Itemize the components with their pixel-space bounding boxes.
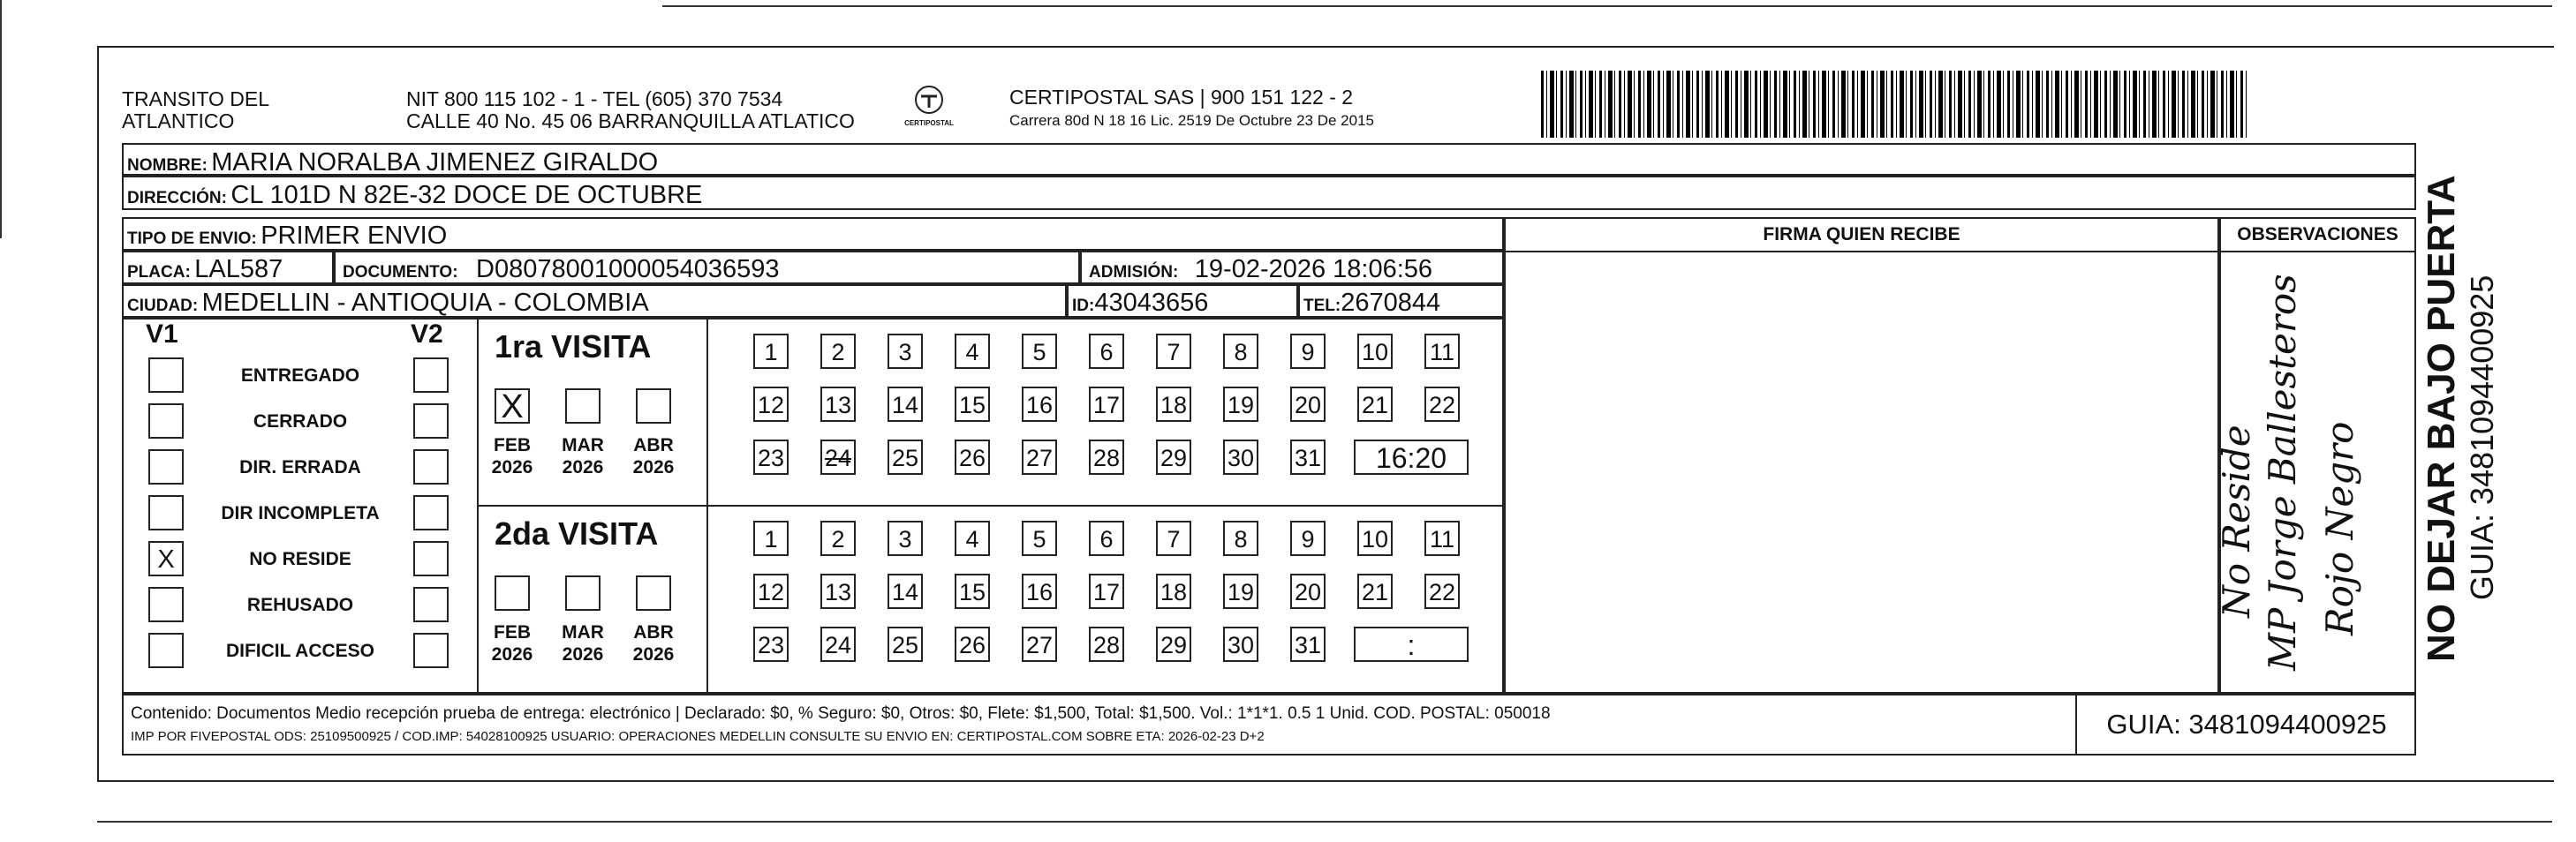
day-box: 25 — [888, 440, 923, 475]
day-box: 17 — [1089, 574, 1124, 609]
id-value: 43043656 — [1094, 289, 1209, 317]
direccion-value: CL 101D N 82E-32 DOCE DE OCTUBRE — [230, 181, 703, 209]
status-option-label: ENTREGADO — [240, 365, 360, 386]
v1-checkbox — [148, 357, 184, 393]
logo-text: CERTIPOSTAL — [904, 119, 954, 127]
month-label: MAR — [562, 622, 604, 643]
footer-box — [122, 694, 2416, 756]
nit-line2: CALLE 40 No. 45 06 BARRANQUILLA ATLATICO — [406, 109, 855, 132]
day-box: 12 — [753, 387, 789, 422]
v2-checkbox — [413, 357, 449, 393]
sender-line2: ATLANTICO — [122, 109, 235, 132]
placa-label: PLACA: — [127, 263, 191, 282]
time-box: : — [1354, 627, 1469, 662]
day-box: 1 — [753, 334, 789, 369]
id-cell — [1067, 284, 1298, 318]
handwriting-line1: No Reside — [2215, 425, 2258, 618]
day-box: 24 — [820, 627, 856, 662]
v2-checkbox — [413, 587, 449, 622]
day-box: 19 — [1223, 574, 1258, 609]
month-year: 2026 — [562, 457, 604, 477]
id-label: ID: — [1072, 297, 1095, 315]
month-label: FEB — [494, 435, 531, 455]
v2-label: V2 — [411, 320, 443, 349]
scan-edge-left — [0, 0, 2, 238]
sender-line1: TRANSITO DEL — [122, 87, 269, 110]
month-year: 2026 — [632, 644, 675, 665]
documento-value: D08078001000054036593 — [476, 255, 780, 283]
company-info — [1009, 86, 1374, 130]
month-checkbox: X — [495, 388, 530, 424]
side-guia: GUIA: 3481094400925 — [2464, 274, 2500, 600]
month-year: 2026 — [491, 457, 533, 477]
v1-checkbox — [148, 449, 184, 485]
day-box: 4 — [955, 521, 990, 556]
day-box: 5 — [1022, 521, 1057, 556]
ciudad-label: CIUDAD: — [127, 297, 199, 315]
handwriting-line2: MP Jorge Ballesteros — [2261, 274, 2304, 671]
day-box: 11 — [1424, 334, 1460, 369]
time-box: 16:20 — [1354, 440, 1469, 475]
side-warning: NO DEJAR BAJO PUERTA — [2420, 175, 2463, 662]
firma-label: FIRMA QUIEN RECIBE — [1763, 224, 1960, 244]
day-box: 28 — [1089, 627, 1124, 662]
day-box: 29 — [1156, 627, 1191, 662]
month-label: ABR — [633, 435, 674, 455]
barcode — [1541, 71, 2247, 138]
day-box: 14 — [888, 387, 923, 422]
day-box: 3 — [888, 334, 923, 369]
v2-checkbox — [413, 449, 449, 485]
month-year: 2026 — [632, 457, 675, 477]
day-box: 5 — [1022, 334, 1057, 369]
certipostal-logo — [894, 85, 964, 127]
documento-cell — [334, 251, 1080, 284]
company-line1: CERTIPOSTAL SAS | 900 151 122 - 2 — [1009, 86, 1354, 109]
day-box: 7 — [1156, 334, 1191, 369]
day-box: 25 — [888, 627, 923, 662]
logo-icon — [911, 85, 947, 115]
day-box: 21 — [1357, 387, 1393, 422]
day-box: 16 — [1022, 574, 1057, 609]
day-box: 18 — [1156, 387, 1191, 422]
day-box: 8 — [1223, 521, 1258, 556]
month-label: FEB — [494, 622, 531, 643]
scan-edge-bottom — [97, 821, 2552, 823]
month-year: 2026 — [562, 644, 604, 665]
day-box: 21 — [1357, 574, 1393, 609]
day-box: 22 — [1424, 574, 1460, 609]
day-box: 16 — [1022, 387, 1057, 422]
day-box: 28 — [1089, 440, 1124, 475]
observaciones-label: OBSERVACIONES — [2237, 224, 2398, 244]
day-box: 8 — [1223, 334, 1258, 369]
direccion-row — [122, 176, 2416, 210]
day-box: 12 — [753, 574, 789, 609]
day-box: 26 — [955, 627, 990, 662]
day-box: 27 — [1022, 627, 1057, 662]
day-box: 2 — [820, 334, 856, 369]
visit1-title: 1ra VISITA — [495, 328, 652, 365]
month-checkbox — [565, 388, 601, 424]
firma-box — [1504, 217, 2219, 694]
admision-label: ADMISIÓN: — [1089, 263, 1179, 282]
day-box: 30 — [1223, 440, 1258, 475]
status-option-label: DIFICIL ACCESO — [225, 641, 374, 661]
day-box: 13 — [820, 574, 856, 609]
month-label: MAR — [562, 435, 604, 455]
day-box: 18 — [1156, 574, 1191, 609]
nombre-row — [122, 143, 2416, 176]
v1-checkbox — [148, 633, 184, 668]
tipo-row — [122, 217, 1504, 251]
divider-h — [477, 505, 1504, 507]
ciudad-value: MEDELLIN - ANTIOQUIA - COLOMBIA — [201, 289, 649, 317]
month-checkbox — [565, 575, 601, 611]
footer-guia: GUIA: 3481094400925 — [2075, 695, 2416, 754]
month-checkbox — [495, 575, 530, 611]
v1-checkbox: X — [148, 541, 184, 576]
day-box: 31 — [1290, 627, 1326, 662]
day-box: 10 — [1357, 334, 1393, 369]
scan-edge-top — [662, 5, 2552, 7]
month-year: 2026 — [491, 644, 533, 665]
v1-checkbox — [148, 495, 184, 530]
tipo-label: TIPO DE ENVIO: — [127, 229, 257, 248]
status-option-label: CERRADO — [253, 411, 348, 432]
day-box: 9 — [1290, 334, 1326, 369]
placa-value: LAL587 — [194, 255, 283, 283]
admision-cell — [1080, 251, 1504, 284]
day-box: 24 — [820, 440, 856, 475]
day-box: 13 — [820, 387, 856, 422]
day-box: 31 — [1290, 440, 1326, 475]
day-box: 14 — [888, 574, 923, 609]
day-box: 26 — [955, 440, 990, 475]
status-option-label: NO RESIDE — [249, 549, 351, 569]
day-box: 2 — [820, 521, 856, 556]
day-box: 20 — [1290, 574, 1326, 609]
tel-value: 2670844 — [1341, 289, 1441, 317]
direccion-label: DIRECCIÓN: — [127, 189, 227, 207]
month-checkbox — [636, 575, 671, 611]
v2-checkbox — [413, 495, 449, 530]
v1-checkbox — [148, 587, 184, 622]
v1-label: V1 — [146, 320, 178, 349]
day-box: 29 — [1156, 440, 1191, 475]
day-box: 11 — [1424, 521, 1460, 556]
day-box: 15 — [955, 387, 990, 422]
sender-name — [122, 88, 269, 132]
day-box: 19 — [1223, 387, 1258, 422]
status-option-label: REHUSADO — [246, 595, 354, 615]
day-box: 27 — [1022, 440, 1057, 475]
day-box: 4 — [955, 334, 990, 369]
day-box: 7 — [1156, 521, 1191, 556]
day-box: 6 — [1089, 334, 1124, 369]
day-box: 1 — [753, 521, 789, 556]
nombre-value: MARIA NORALBA JIMENEZ GIRALDO — [211, 148, 659, 177]
day-box: 20 — [1290, 387, 1326, 422]
handwriting-line3: Rojo Negro — [2318, 421, 2361, 635]
sender-nit — [406, 88, 855, 132]
tipo-value: PRIMER ENVIO — [261, 222, 448, 250]
visit2-title: 2da VISITA — [495, 515, 659, 552]
day-box: 15 — [955, 574, 990, 609]
footer-imp: IMP POR FIVEPOSTAL ODS: 25109500925 / COD.IMP: 54028100925 USUARIO: OPERACIONES MEDELLIN CONSULTE SU ENVIO EN: CERTIPOSTAL.COM SOBRE ETA: 2026-02-23 D+2 — [131, 729, 1265, 744]
day-box: 6 — [1089, 521, 1124, 556]
admision-value: 19-02-2026 18:06:56 — [1194, 255, 1433, 283]
status-option-label: DIR. ERRADA — [239, 457, 361, 477]
tel-cell — [1298, 284, 1504, 318]
day-box: 10 — [1357, 521, 1393, 556]
ciudad-cell — [122, 284, 1067, 318]
documento-label: DOCUMENTO: — [343, 263, 458, 282]
nombre-label: NOMBRE: — [127, 156, 208, 175]
day-box: 23 — [753, 627, 789, 662]
day-box: 3 — [888, 521, 923, 556]
nit-line1: NIT 800 115 102 - 1 - TEL (605) 370 7534 — [406, 87, 783, 110]
day-box: 30 — [1223, 627, 1258, 662]
day-box: 23 — [753, 440, 789, 475]
company-line2: Carrera 80d N 18 16 Lic. 2519 De Octubre 23 De 2015 — [1009, 112, 1374, 129]
day-box: 22 — [1424, 387, 1460, 422]
month-checkbox — [636, 388, 671, 424]
v2-checkbox — [413, 541, 449, 576]
tel-label: TEL: — [1303, 297, 1341, 315]
v2-checkbox — [413, 403, 449, 439]
day-box: 17 — [1089, 387, 1124, 422]
placa-cell — [122, 251, 334, 284]
status-option-label: DIR INCOMPLETA — [221, 503, 380, 523]
footer-contenido: Contenido: Documentos Medio recepción prueba de entrega: electrónico | Declarado: $0, % Seguro: $0, Otros: $0, Flete: $1,500, Total: $1,500. Vol.: 1*1*1. 0.5 1 Unid. COD. POSTAL: 050018 — [131, 704, 1551, 723]
v2-checkbox — [413, 633, 449, 668]
v1-checkbox — [148, 403, 184, 439]
day-box: 9 — [1290, 521, 1326, 556]
month-label: ABR — [633, 622, 674, 643]
